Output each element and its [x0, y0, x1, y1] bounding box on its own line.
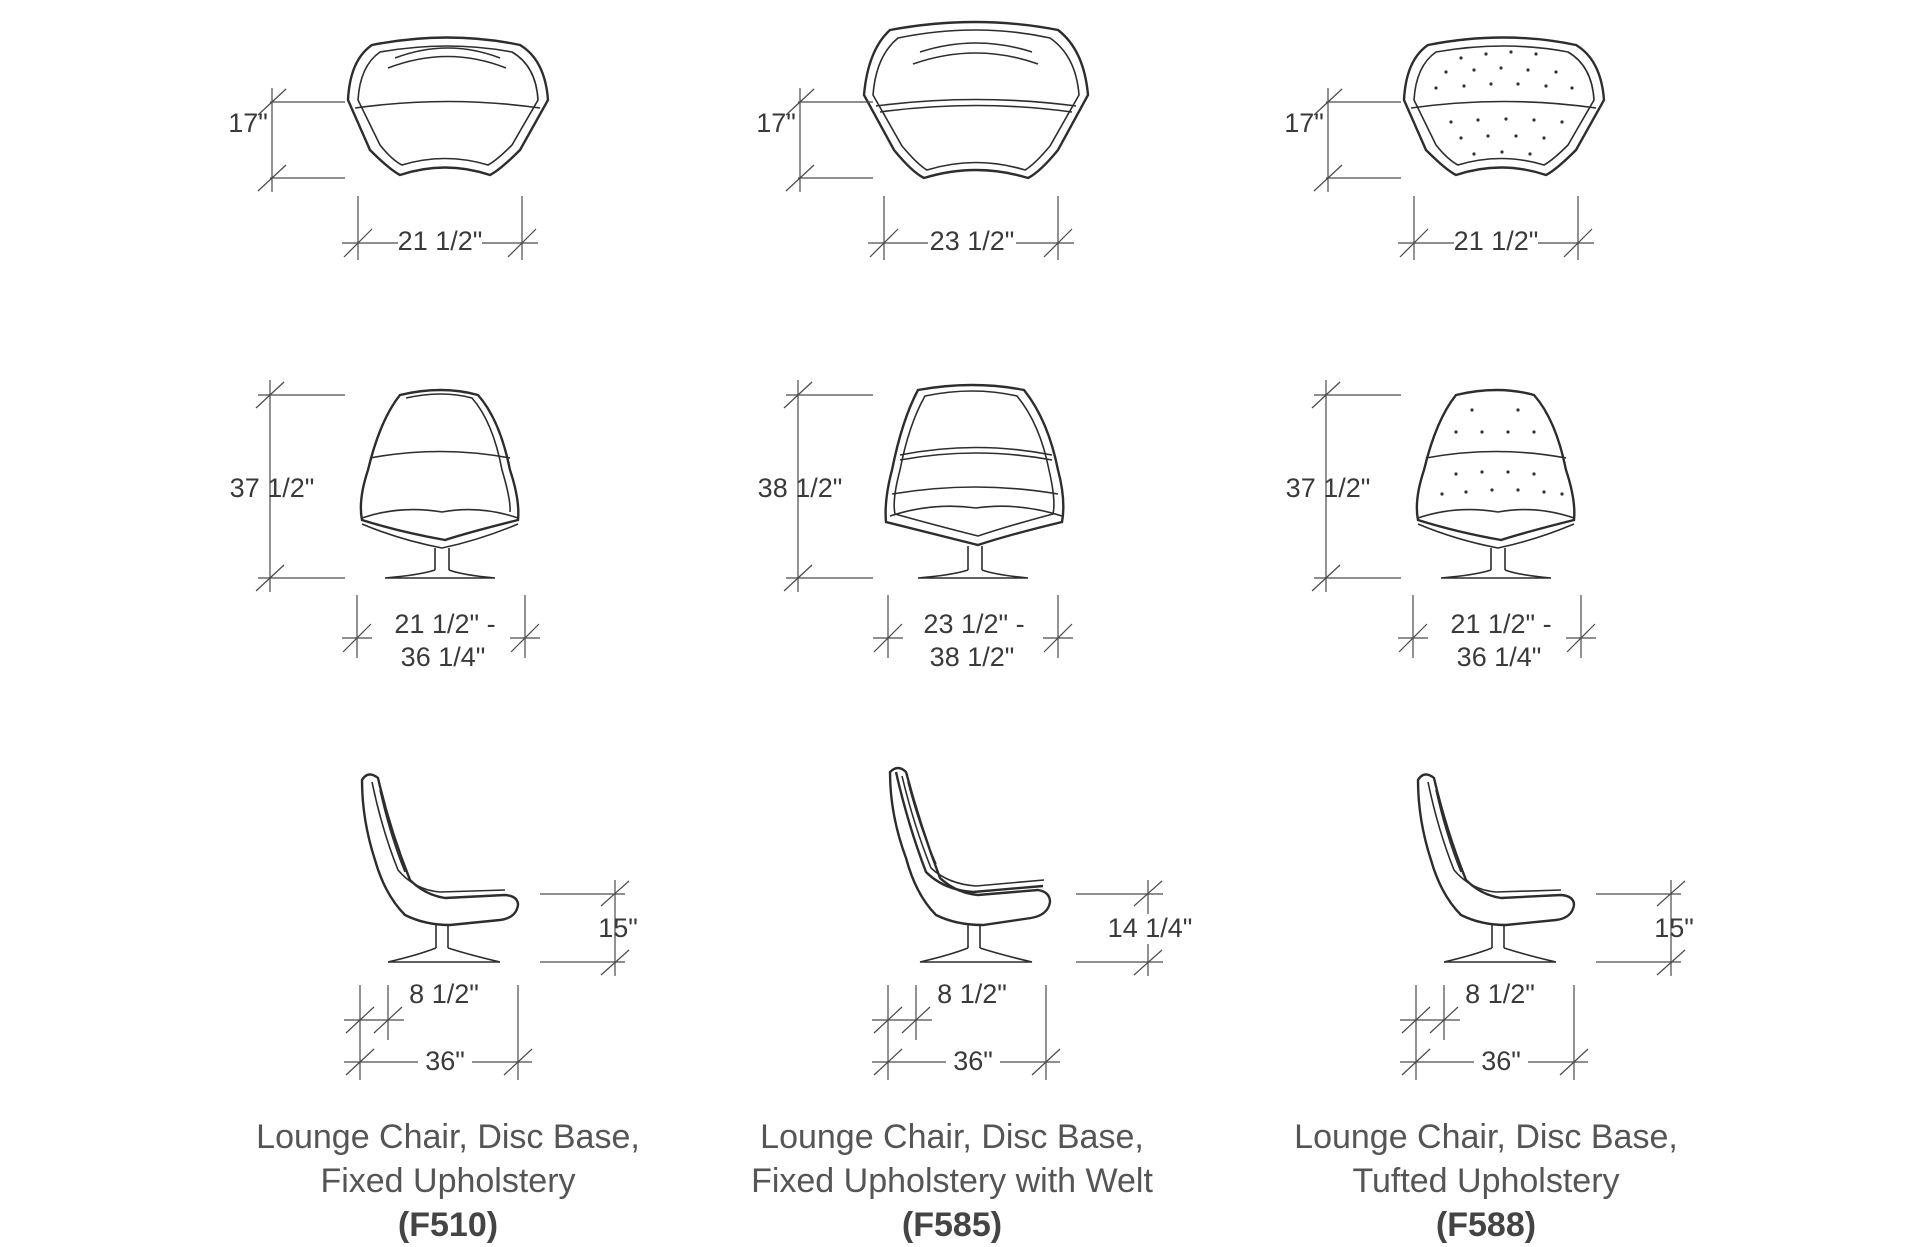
top-width-label: 21 1/2" [1453, 226, 1539, 256]
side-depth-small-label: 8 1/2" [937, 979, 1007, 1009]
front-view-drawing [886, 385, 1064, 578]
product-name-line1: Lounge Chair, Disc Base, [760, 1118, 1144, 1156]
side-seat-height-dimension [1076, 880, 1192, 976]
side-depth-dimension [1400, 979, 1588, 1080]
front-width-label-line2: 36 1/4" [400, 642, 486, 672]
side-seat-height-dimension [1596, 880, 1694, 976]
front-view-drawing [361, 390, 518, 578]
front-height-label: 38 1/2" [757, 473, 843, 503]
front-height-dimension [1286, 380, 1401, 592]
front-height-dimension [758, 380, 873, 592]
top-width-dimension [1398, 196, 1594, 260]
front-width-label-line1: 23 1/2" - [923, 609, 1025, 639]
side-view-drawing [890, 768, 1050, 962]
front-width-label-line1: 21 1/2" - [394, 609, 496, 639]
product-caption-f588 [1226, 1115, 1746, 1247]
top-depth-label: 17" [1284, 108, 1324, 138]
product-caption-f585 [692, 1115, 1212, 1247]
product-name-line2: Tufted Upholstery [1352, 1162, 1620, 1200]
top-depth-label: 17" [756, 108, 796, 138]
front-width-label-line2: 38 1/2" [929, 642, 1015, 672]
front-height-label: 37 1/2" [229, 473, 315, 503]
product-name-line1: Lounge Chair, Disc Base, [256, 1118, 640, 1156]
side-depth-label: 36" [425, 1046, 465, 1076]
column-f588 [1284, 38, 1694, 1081]
top-view-drawing [864, 22, 1088, 178]
side-seat-height-label: 14 1/4" [1107, 913, 1193, 943]
side-view-drawing [1418, 774, 1574, 962]
top-width-label: 21 1/2" [397, 226, 483, 256]
top-width-label: 23 1/2" [929, 226, 1015, 256]
top-depth-dimension [228, 88, 345, 192]
top-depth-dimension [1284, 88, 1401, 192]
side-seat-height-label: 15" [1654, 913, 1694, 943]
column-f510 [228, 38, 638, 1081]
product-code: (F510) [397, 1206, 499, 1244]
product-caption-f510 [188, 1115, 708, 1247]
side-depth-dimension [872, 979, 1060, 1080]
top-depth-label: 17" [228, 108, 268, 138]
front-height-label: 37 1/2" [1285, 473, 1371, 503]
top-width-dimension [868, 196, 1074, 260]
side-seat-height-dimension [540, 880, 638, 976]
front-view-drawing [1417, 390, 1574, 578]
front-width-dimension [1398, 595, 1596, 672]
front-width-label-line2: 36 1/4" [1456, 642, 1542, 672]
side-view-drawing [362, 774, 518, 962]
side-depth-small-label: 8 1/2" [1465, 979, 1535, 1009]
product-code: (F588) [1435, 1206, 1537, 1244]
side-seat-height-label: 15" [598, 913, 638, 943]
top-depth-dimension [756, 88, 873, 192]
top-view-drawing [1404, 38, 1604, 176]
product-name-line2: Fixed Upholstery with Welt [751, 1162, 1153, 1200]
top-width-dimension [342, 196, 538, 260]
side-depth-small-label: 8 1/2" [409, 979, 479, 1009]
front-width-dimension [873, 595, 1073, 672]
column-f585 [756, 22, 1192, 1080]
front-height-dimension [230, 380, 345, 592]
side-depth-label: 36" [1481, 1046, 1521, 1076]
front-width-label-line1: 21 1/2" - [1450, 609, 1552, 639]
top-view-drawing [348, 38, 548, 176]
side-depth-dimension [344, 979, 532, 1080]
product-name-line2: Fixed Upholstery [320, 1162, 576, 1200]
side-depth-label: 36" [953, 1046, 993, 1076]
product-code: (F585) [901, 1206, 1003, 1244]
front-width-dimension [342, 595, 540, 672]
product-name-line1: Lounge Chair, Disc Base, [1294, 1118, 1678, 1156]
